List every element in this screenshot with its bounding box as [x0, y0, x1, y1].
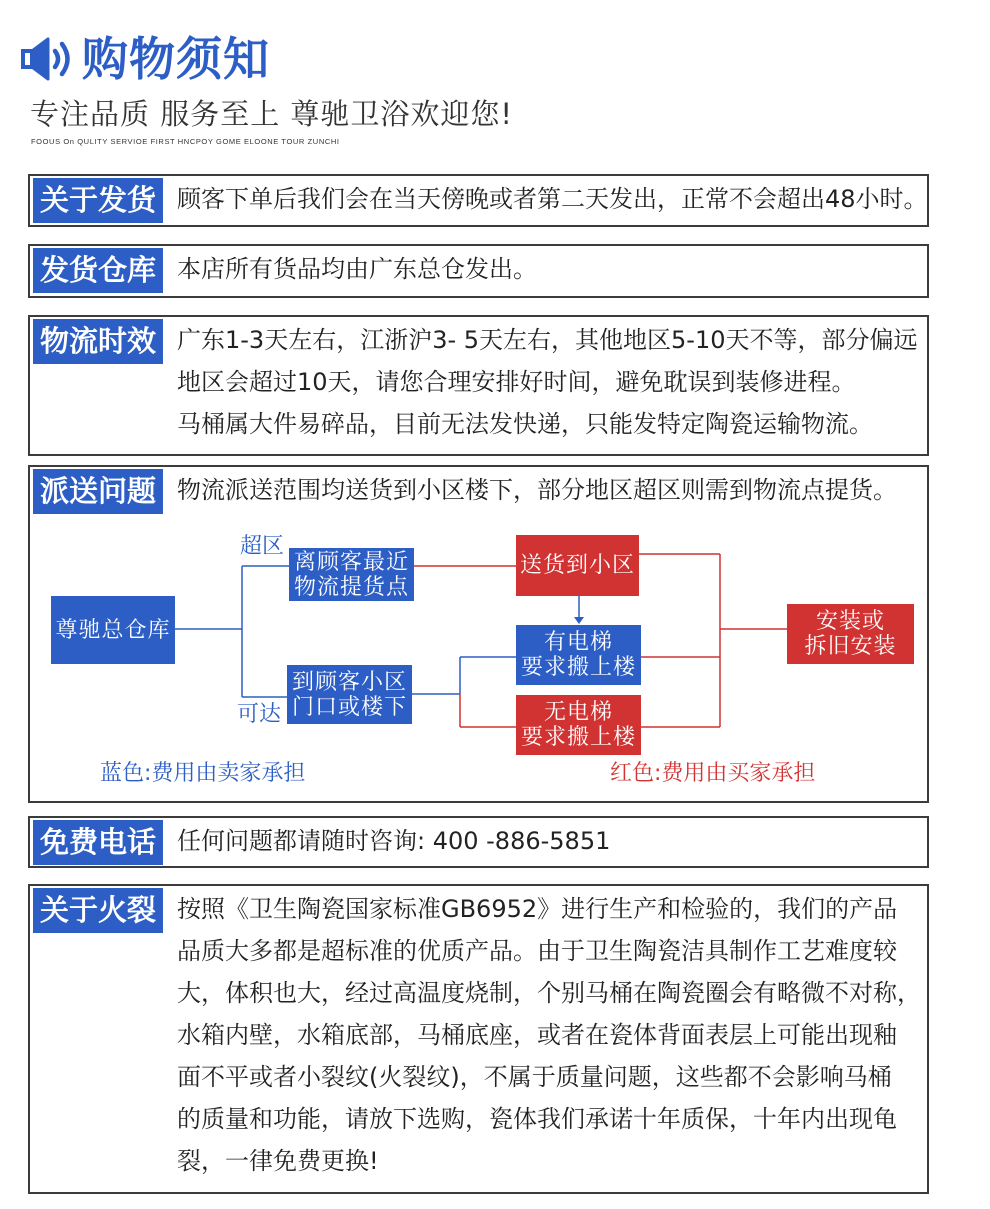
section-logistics-time [28, 315, 929, 456]
text-line: 裂，一律免费更换! [177, 1147, 379, 1175]
node-text: 送货到小区 [519, 553, 635, 578]
node-text: 门口或楼下 [291, 694, 407, 720]
section-text [177, 469, 897, 511]
section-label: 关于发货 [33, 178, 163, 223]
delivery-flowchart [40, 525, 920, 795]
arrow-head [574, 617, 584, 624]
text-line: 顾客下单后我们会在当天傍晚或者第二天发出，正常不会超出48小时。 [177, 185, 928, 213]
text-line: 任何问题都请随时咨询: 400 -886-5851 [177, 827, 611, 855]
text-line: 品质大多都是超标准的优质产品。由于卫生陶瓷洁具制作工艺难度较 [177, 937, 897, 965]
node-pickup-point [289, 548, 414, 601]
text-line: 马桶属大件易碎品，目前无法发快递，只能发特定陶瓷运输物流。 [177, 410, 873, 438]
text-line: 按照《卫生陶瓷国家标准GB6952》进行生产和检验的，我们的产品 [177, 895, 898, 923]
section-warehouse [28, 244, 929, 298]
text-line: 本店所有货品均由广东总仓发出。 [177, 255, 537, 283]
section-label: 派送问题 [33, 469, 163, 514]
section-text [177, 888, 921, 1182]
section-label: 物流时效 [33, 319, 163, 364]
legend-red: 红色:费用由买家承担 [610, 761, 816, 786]
node-doorstep [287, 665, 412, 724]
text-line: 面不平或者小裂纹(火裂纹)，不属于质量问题，这些都不会影响马桶 [177, 1063, 892, 1091]
branch-label-reachable: 可达 [237, 702, 282, 727]
section-delivery [28, 465, 929, 803]
node-text: 尊驰总仓库 [55, 617, 171, 643]
section-shipping [28, 174, 929, 227]
section-text [177, 319, 918, 445]
section-text [177, 248, 537, 290]
section-hotline [28, 816, 929, 868]
node-text: 无电梯 [543, 700, 613, 725]
node-warehouse [51, 596, 175, 664]
node-text: 物流提货点 [293, 574, 409, 600]
node-install [787, 604, 914, 664]
text-line: 地区会超过10天，请您合理安排好时间，避免耽误到装修进程。 [177, 368, 856, 396]
node-text: 安装或 [815, 609, 885, 634]
node-text: 到顾客小区 [291, 669, 407, 695]
node-text: 要求搬上楼 [520, 655, 636, 680]
legend-blue: 蓝色:费用由卖家承担 [100, 761, 306, 786]
node-text: 有电梯 [543, 630, 613, 655]
text-line: 大，体积也大，经过高温度烧制，个别马桶在陶瓷圈会有略微不对称， [177, 979, 921, 1007]
node-text: 要求搬上楼 [520, 725, 636, 750]
section-firing-cracks [28, 884, 929, 1194]
text-line: 水箱内壁，水箱底部，马桶底座，或者在瓷体背面表层上可能出现釉 [177, 1021, 897, 1049]
section-label: 免费电话 [33, 820, 163, 865]
node-deliver-community [516, 535, 639, 596]
text-line: 的质量和功能，请放下选购，瓷体我们承诺十年质保，十年内出现龟 [177, 1105, 897, 1133]
branch-label-out-of-area: 超区 [240, 534, 285, 559]
node-text: 离顾客最近 [293, 549, 409, 575]
page-title: 购物须知 [82, 32, 270, 86]
node-with-elevator [516, 625, 641, 685]
speaker-icon [20, 36, 82, 82]
section-label: 发货仓库 [33, 248, 163, 293]
section-label: 关于火裂 [33, 888, 163, 933]
text-line: 广东1-3天左右，江浙沪3- 5天左右，其他地区5-10天不等，部分偏远 [177, 326, 918, 354]
subtitle: 专注品质 服务至上 尊驰卫浴欢迎您! [30, 97, 514, 131]
section-text [177, 178, 928, 220]
node-no-elevator [516, 695, 641, 755]
node-text: 拆旧安装 [804, 634, 897, 659]
tagline: FOOUS On QULITY SERVIOE FIRST HNCPOY GOME ELOONE TOUR ZUNCHI [31, 137, 340, 146]
section-text [177, 820, 610, 862]
text-line: 物流派送范围均送货到小区楼下，部分地区超区则需到物流点提货。 [177, 476, 897, 504]
